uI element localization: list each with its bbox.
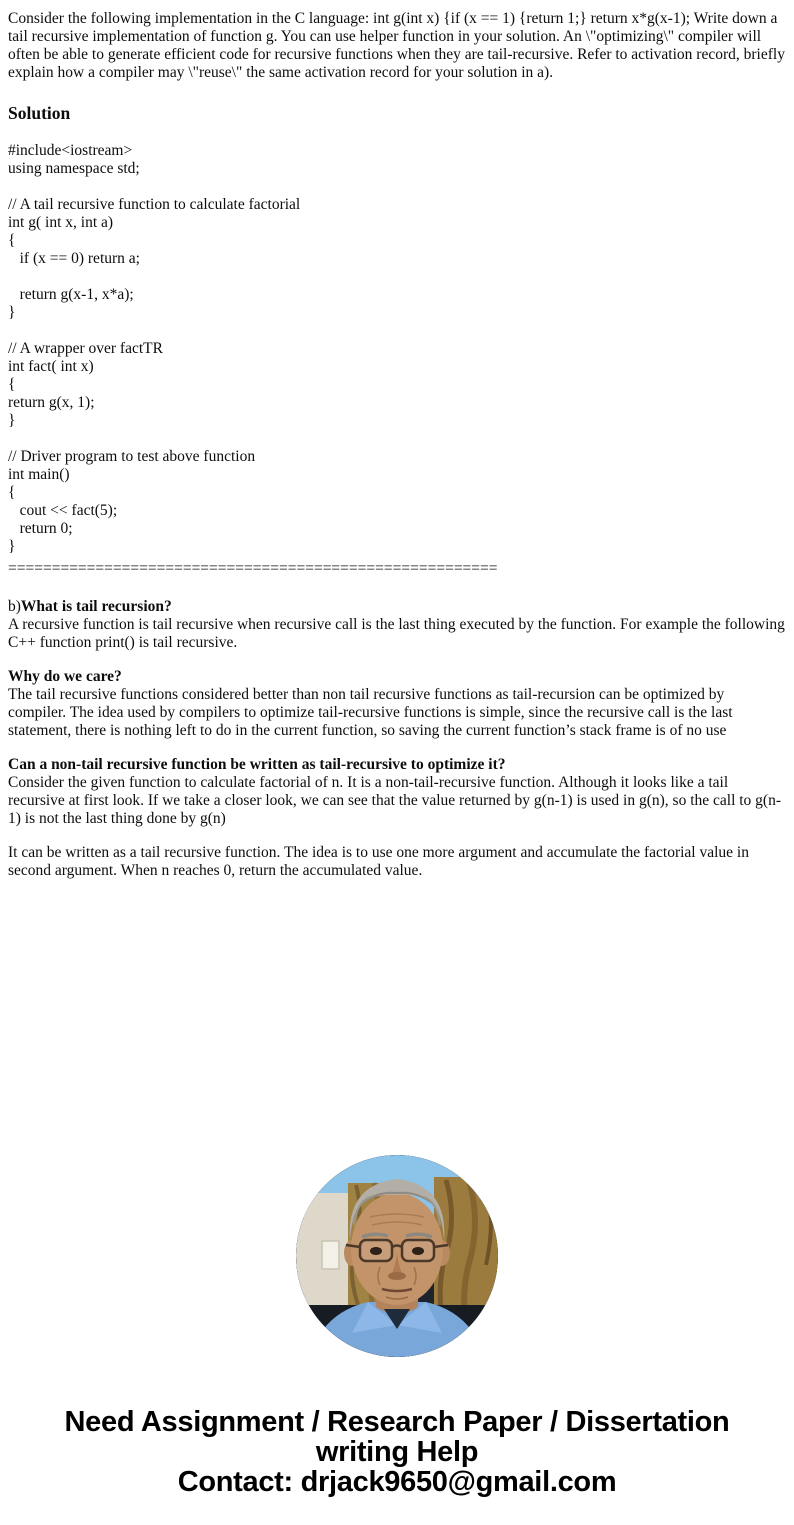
code-line — [8, 268, 786, 286]
code-line — [8, 178, 786, 196]
code-line — [8, 430, 786, 448]
code-line: int main() — [8, 466, 70, 483]
code-line: int g( int x, int a) — [8, 214, 114, 231]
contact-line: Contact: drjack9650@gmail.com — [177, 1466, 617, 1498]
code-line: { — [8, 376, 16, 393]
code-line: return 0; — [8, 520, 73, 537]
code-line: // A wrapper over factTR — [8, 340, 163, 357]
code-line: int fact( int x) — [8, 358, 94, 375]
code-line: { — [8, 484, 16, 501]
footer-line: writing Help — [315, 1436, 479, 1468]
section-text: The tail recursive functions considered better than non tail recursive functions as tail-recursion can be optimized by compiler. The idea used by compilers to optimize tail-recursive functions is simple, since the recursive call is the last statement, there is nothing left to do in the current function, so saving the current function’s stack frame is of no use — [8, 686, 733, 739]
section-text: A recursive function is tail recursive when recursive call is the last thing executed by the function. For example the following C++ function print() is tail recursive. — [8, 616, 785, 651]
profile-photo — [296, 1155, 498, 1357]
section-heading: Why do we care? — [8, 668, 122, 685]
code-line: // Driver program to test above function — [8, 448, 256, 465]
code-line: if (x == 0) return a; — [8, 250, 140, 267]
code-line: } — [8, 538, 16, 555]
separator-line: ======================================================== — [8, 560, 498, 577]
section-text: Consider the given function to calculate factorial of n. It is a non-tail-recursive function. Although it looks like a tail recursive at first look. If we take a closer look, we can see that the value returned by g(n-1) is used in g(n), so the call to g(n-1) is not the last thing done by g(n) — [8, 774, 782, 827]
section-non-tail-to-tail — [8, 756, 786, 828]
section-prefix: b) — [8, 598, 21, 615]
section-why-do-we-care — [8, 668, 786, 740]
section-what-is-tail-recursion — [8, 598, 786, 652]
code-line: // A tail recursive function to calculate factorial — [8, 196, 301, 213]
footer-banner — [8, 1407, 786, 1497]
code-line: } — [8, 412, 16, 429]
section-heading-text: What is tail recursion? — [20, 598, 172, 615]
conclusion-text: It can be written as a tail recursive function. The idea is to use one more argument and accumulate the factorial value in second argument. When n reaches 0, return the accumulated value. — [8, 844, 749, 879]
code-line: } — [8, 304, 16, 321]
code-block — [8, 142, 786, 556]
code-line: using namespace std; — [8, 160, 140, 177]
code-line: #include<iostream> — [8, 142, 133, 159]
profile-photo-illustration — [296, 1155, 498, 1357]
question-text: Consider the following implementation in the C language: int g(int x) {if (x == 1) {return 1;} return x*g(x-1); Write down a tail recursive implementation of function g. You can use helper function in your solution. An \"optimizing\" compiler will often be able to generate efficient code for recursive functions when they are tail-recursive. Refer to activation record, briefly explain how a compiler may \"reuse\" the same activation record for your solution in a). — [8, 10, 785, 81]
solution-heading: Solution — [8, 103, 71, 123]
code-line: return g(x, 1); — [8, 394, 95, 411]
footer-line: Need Assignment / Research Paper / Dissertation — [64, 1406, 730, 1438]
section-heading — [8, 598, 786, 616]
code-line: { — [8, 232, 16, 249]
code-line: return g(x-1, x*a); — [8, 286, 134, 303]
code-line — [8, 322, 786, 340]
code-line: cout << fact(5); — [8, 502, 118, 519]
section-heading: Can a non-tail recursive function be written as tail-recursive to optimize it? — [8, 756, 506, 773]
